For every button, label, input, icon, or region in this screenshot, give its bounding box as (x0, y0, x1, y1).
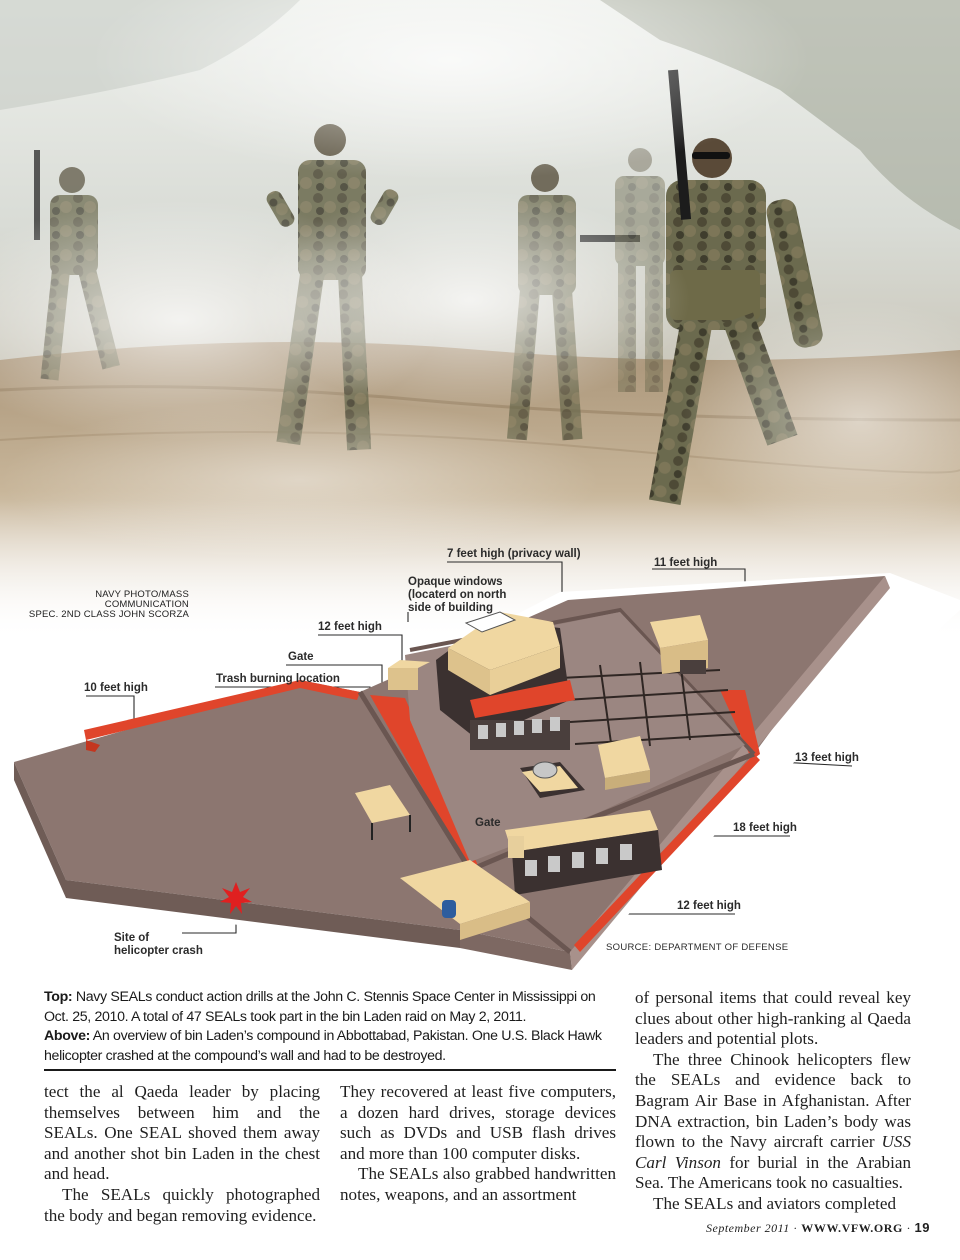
paragraph: The SEALs also grabbed handwritten notes, weapons, and an assortment (340, 1164, 616, 1204)
photo-credit-line: NAVY PHOTO/MASS COMMUNICATION (95, 589, 189, 610)
article-column-2 (340, 1082, 616, 1206)
callout-12-feet-bottom: 12 feet high (677, 900, 741, 912)
page-number: 19 (914, 1220, 930, 1235)
callout-line: Site of (114, 932, 150, 944)
callout-13-feet: 13 feet high (795, 752, 859, 764)
callout-line: Opaque windows (408, 576, 503, 588)
callout-10-feet: 10 feet high (84, 682, 148, 694)
paragraph-text: for burial in the Arabian Sea. The Americans took no casualties. (635, 1152, 911, 1193)
caption-divider (44, 1069, 616, 1071)
paragraph: tect the al Qaeda leader by placing themselves between him and the SEALs. One SEAL shoved them away and another shot bin Laden in the chest and head. (44, 1082, 320, 1184)
photo-caption (44, 988, 616, 1066)
photo-credit-line: SPEC. 2ND CLASS JOHN SCORZA (28, 609, 189, 620)
callout-line: side of building (408, 602, 493, 614)
caption-top-label: Top: (44, 989, 73, 1005)
callout-18-feet: 18 feet high (733, 822, 797, 834)
paragraph: The SEALs quickly photographed the body and began removing evidence. (44, 1184, 320, 1225)
callout-crash-site (114, 932, 203, 958)
paragraph: The SEALs and aviators completed (653, 1193, 897, 1213)
article-column-3 (635, 988, 911, 1215)
paragraph: of personal items that could reveal key clues about other high-ranking al Qaeda leaders and potential plots. (635, 988, 911, 1049)
issue-date: September 2011 (706, 1221, 790, 1235)
callout-privacy-wall: 7 feet high (privacy wall) (447, 548, 581, 560)
callout-trash-burning: Trash burning location (216, 673, 340, 685)
callout-gate-mid: Gate (475, 817, 501, 829)
callout-line: helicopter crash (114, 945, 203, 957)
caption-above-text: An overview of bin Laden’s compound in Abbottabad, Pakistan. One U.S. Black Hawk helicopter crashed at the compound’s wall and had to be destroyed. (44, 1028, 602, 1064)
callout-11-feet: 11 feet high (654, 557, 718, 569)
paragraph: They recovered at least five computers, a dozen hard drives, storage devices such as DVDs and USB flash drives and more than 100 computer disks. (340, 1082, 616, 1163)
caption-above-label: Above: (44, 1028, 90, 1044)
callout-opaque-windows (408, 576, 506, 615)
page-footer (706, 1220, 930, 1236)
callout-line: (locaterd on north (408, 589, 507, 601)
footer-separator: · (903, 1221, 915, 1235)
ship-name: USS Carl Vinson (635, 1132, 911, 1172)
diagram-source: SOURCE: DEPARTMENT OF DEFENSE (606, 942, 789, 953)
article-column-1 (44, 1082, 320, 1226)
compound-diagram (0, 540, 960, 980)
callout-12-feet-top: 12 feet high (318, 621, 382, 633)
callout-gate-top: Gate (288, 651, 314, 663)
footer-separator: · (789, 1221, 802, 1235)
paragraph (635, 1050, 911, 1194)
site-url[interactable]: WWW.VFW.ORG (801, 1221, 903, 1235)
paragraph-text: The three Chinook helicopters flew the SEALs and evidence back to Bagram Air Base in Afghanistan. After DNA extraction, bin Laden’s body was flown to the Navy aircraft carrier (635, 1049, 911, 1152)
caption-top-text: Navy SEALs conduct action drills at the John C. Stennis Space Center in Mississippi on Oct. 25, 2010. A total of 47 SEALs took part in the bin Laden raid on May 2, 2011. (44, 989, 596, 1025)
